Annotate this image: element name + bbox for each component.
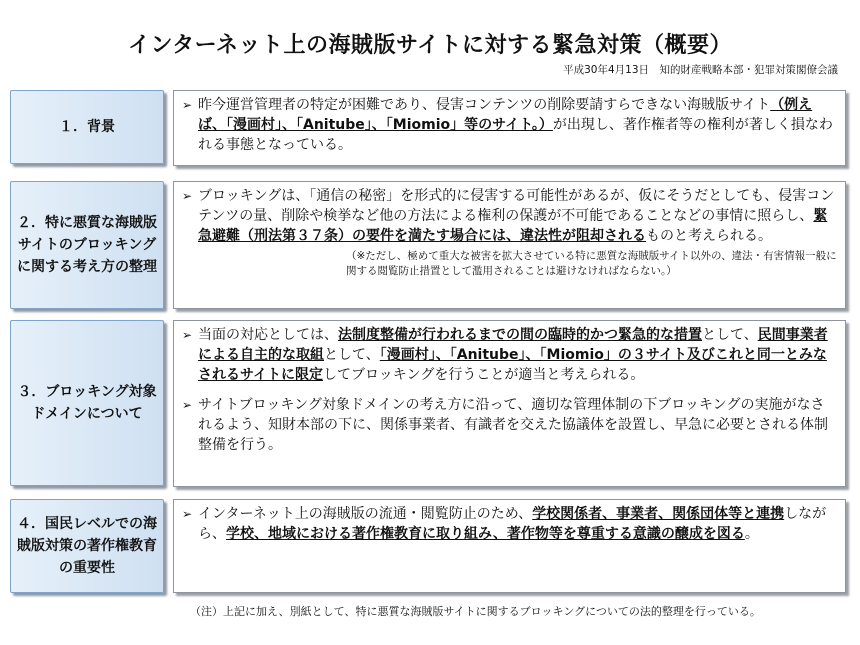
section-label-blocking-policy: ２．特に悪質な海賊版サイトのブロッキングに関する考え方の整理: [10, 181, 164, 309]
footnote: （注）上記に加え、別紙として、特に悪質な海賊版サイトに関するブロッキングについての法的整理を行っている。: [190, 605, 761, 618]
section-content-target-domains: [173, 320, 846, 487]
document-date-issuer: 平成30年4月13日 知的財産戦略本部・犯罪対策閣僚会議: [563, 64, 838, 76]
item-text: ものと考えられる。: [646, 228, 772, 244]
bullet-arrow-icon: ➢: [182, 398, 193, 412]
item-text: が出現し、著作権者等の権利が著しく損なわれる事態となっている。: [198, 117, 833, 153]
section-label-background: １．背景: [10, 90, 164, 164]
item-text: 昨今運営管理者の特定が困難であり、侵害コンテンツの削除要請すらできない海賊版サイト: [198, 97, 771, 113]
bullet-item: [182, 95, 837, 155]
item-text: として、: [702, 327, 758, 343]
item-text: インターネット上の海賊版の流通・閲覧防止のため、: [198, 506, 533, 522]
bullet-arrow-icon: ➢: [182, 189, 193, 203]
section-note: （※ただし、極めて重大な被害を拡大させている特に悪質な海賊版サイト以外の、違法・有害情報一般に関する閲覧防止措置として濫用されることは避けなければならない。）: [346, 250, 837, 277]
bullet-item: [182, 325, 837, 385]
page-title: インターネット上の海賊版サイトに対する緊急対策（概要）: [128, 33, 732, 58]
section-content-education: [173, 499, 846, 593]
item-text: 当面の対応としては、: [198, 327, 338, 343]
item-emphasis: 法制度整備が行われるまでの間の臨時的かつ緊急的な措置: [338, 327, 702, 343]
bullet-item: [182, 395, 837, 455]
item-text: サイトブロッキング対象ドメインの考え方に沿って、適切な管理体制の下ブロッキングの実施がなされるよう、知財本部の下に、関係事業者、有識者を交えた協議体を設置し、早急に必要とされる体制整備を行う。: [198, 397, 828, 453]
bullet-arrow-icon: ➢: [182, 98, 193, 112]
bullet-item: [182, 186, 837, 246]
bullet-arrow-icon: ➢: [182, 507, 193, 521]
item-text: してブロッキングを行うことが適当と考えられる。: [323, 367, 645, 383]
item-text: しながら、: [198, 506, 827, 542]
item-emphasis: （例えば、「漫画村」、「Anitube」、「Miomio」等のサイト。）: [198, 97, 813, 133]
item-emphasis: 緊急避難（刑法第３７条）の要件を満たす場合には、違法性が阻却される: [198, 208, 828, 244]
section-label-education: ４．国民レベルでの海賊版対策の著作権教育の重要性: [10, 499, 164, 593]
section-content-background: [173, 90, 846, 166]
section-content-blocking-policy: [173, 181, 846, 309]
item-emphasis: 学校、地域における著作権教育に取り組み、著作物等を尊重する意識の醸成を図る: [226, 526, 745, 542]
item-emphasis: 民間事業者による自主的な取組: [198, 327, 828, 363]
item-text: 。: [744, 526, 759, 542]
item-text: として、: [324, 347, 380, 363]
section-label-target-domains: ３．ブロッキング対象ドメインについて: [10, 320, 164, 486]
bullet-item: [182, 504, 837, 544]
bullet-arrow-icon: ➢: [182, 328, 193, 342]
item-emphasis: 「漫画村」、「Anitube」、「Miomio」の３サイト及びこれと同一とみなされるサイトに限定: [198, 347, 827, 383]
item-emphasis: 学校関係者、事業者、関係団体等と連携: [532, 506, 785, 522]
item-text: ブロッキングは、「通信の秘密」を形式的に侵害する可能性があるが、仮にそうだとしても、侵害コンテンツの量、削除や検挙など他の方法による権利の保護が不可能であることなどの事情に照らし、: [198, 188, 835, 224]
